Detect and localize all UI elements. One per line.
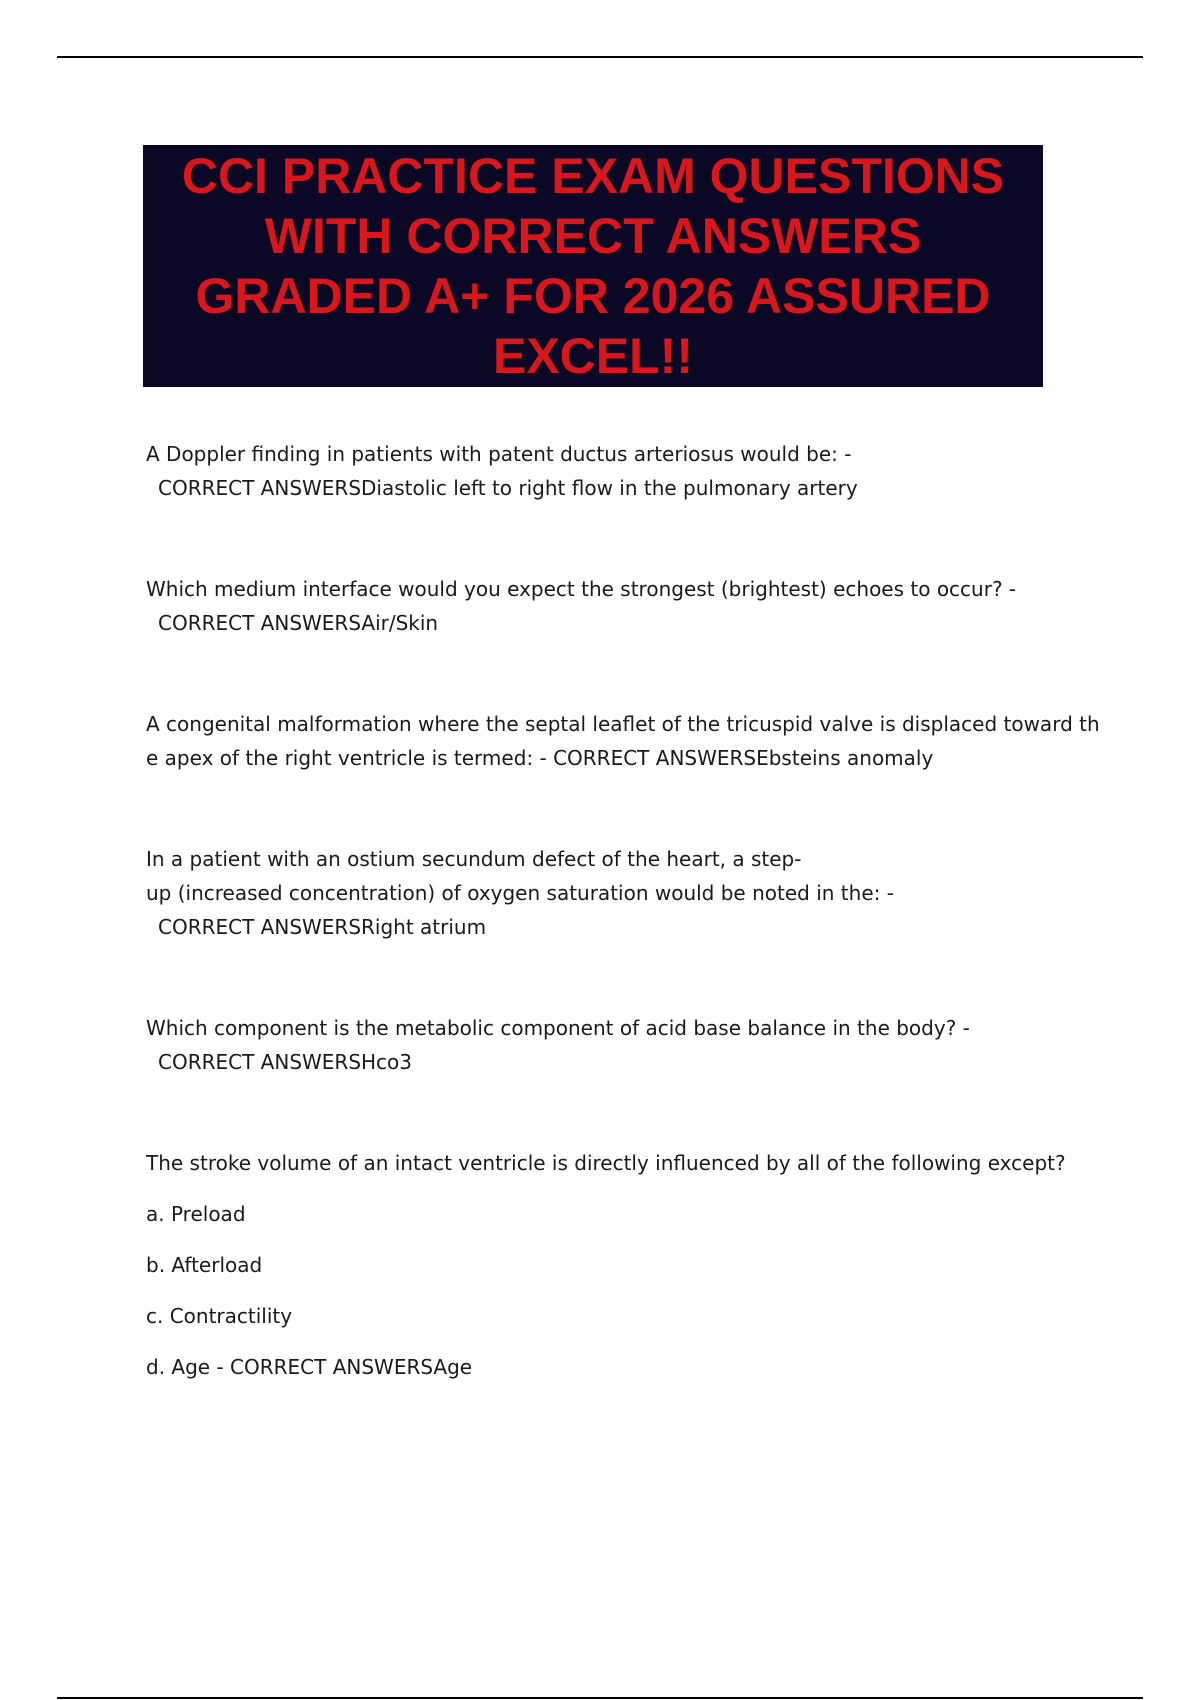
question-text: The stroke volume of an intact ventricle is directly influenced by all of the following except?: [146, 1151, 1066, 1175]
qa-item: [146, 1011, 1106, 1079]
title-banner: [143, 145, 1043, 387]
qa-item: [146, 437, 1106, 505]
question-text: Which medium interface would you expect the strongest (brightest) echoes to occur? -: [146, 577, 1017, 601]
title-line: GRADED A+ FOR 2026 ASSURED: [195, 268, 991, 324]
question-text: In a patient with an ostium secundum defect of the heart, a step-: [146, 847, 802, 871]
question-text: A congenital malformation where the septal leaflet of the tricuspid valve is displaced toward th: [146, 712, 1100, 736]
qa-item: [146, 842, 1106, 944]
qa-item: [146, 707, 1106, 775]
multiple-choice-item: [146, 1146, 1106, 1384]
question-text: e apex of the right ventricle is termed: - CORRECT ANSWERSEbsteins anomaly: [146, 746, 934, 770]
option-a: a. Preload: [146, 1202, 246, 1226]
answer-text: CORRECT ANSWERSHco3: [158, 1050, 413, 1074]
option-c: c. Contractility: [146, 1304, 293, 1328]
answer-text: CORRECT ANSWERSRight atrium: [158, 915, 487, 939]
option-d: d. Age - CORRECT ANSWERSAge: [146, 1355, 473, 1379]
qa-content: [146, 437, 1106, 1451]
title-line: WITH CORRECT ANSWERS: [264, 208, 922, 264]
document-title: [182, 146, 1004, 386]
option-b: b. Afterload: [146, 1253, 263, 1277]
answer-text: CORRECT ANSWERSDiastolic left to right flow in the pulmonary artery: [158, 476, 858, 500]
question-text: A Doppler finding in patients with patent ductus arteriosus would be: -: [146, 442, 852, 466]
qa-item: [146, 572, 1106, 640]
title-line: CCI PRACTICE EXAM QUESTIONS: [181, 148, 1005, 204]
bottom-divider: [57, 1697, 1143, 1699]
question-text: up (increased concentration) of oxygen saturation would be noted in the: -: [146, 881, 894, 905]
question-text: Which component is the metabolic component of acid base balance in the body? -: [146, 1016, 970, 1040]
top-divider: [57, 56, 1143, 58]
title-line: EXCEL!!: [492, 328, 693, 384]
answer-text: CORRECT ANSWERSAir/Skin: [158, 611, 439, 635]
